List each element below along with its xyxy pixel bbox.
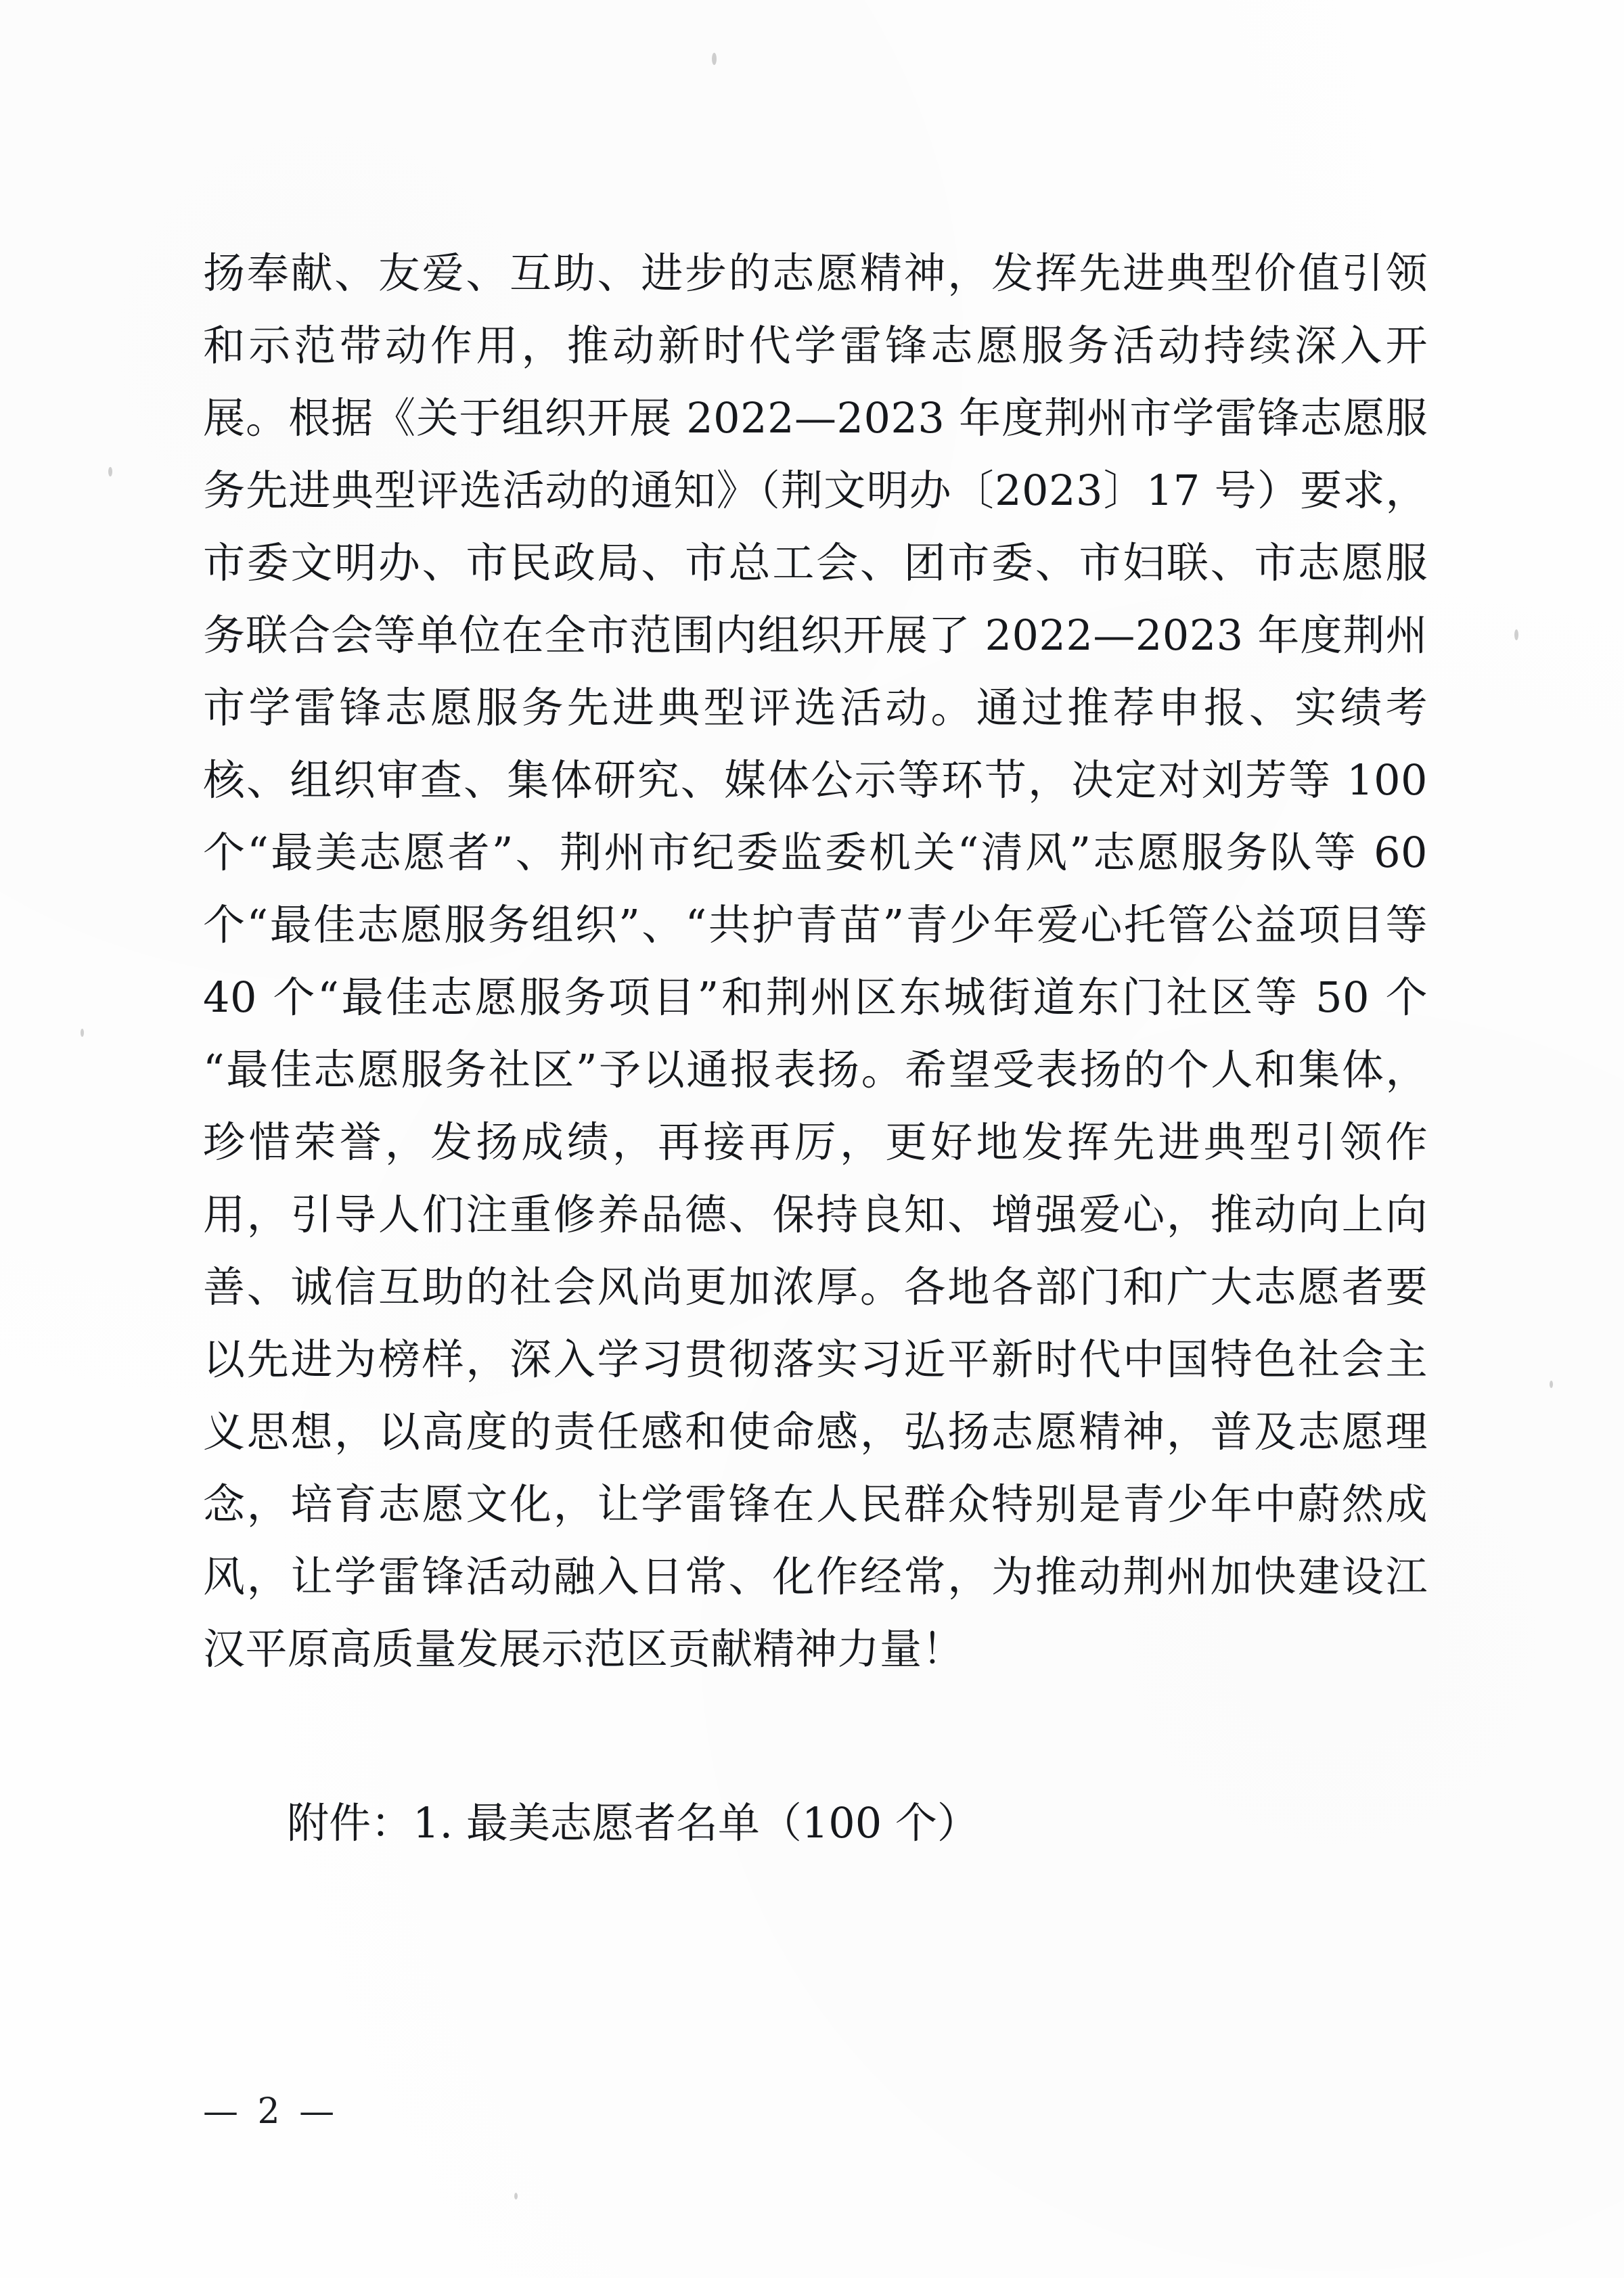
body-paragraph: 扬奉献、友爱、互助、进步的志愿精神，发挥先进典型价值引领和示范带动作用，推动新时代学雷锋志愿服务活动持续深入开展。根据《关于组织开展 2022—2023 年度荆州市学雷锋志愿服务先进典型评选活动的通知》（荆文明办〔2023〕17 号）要求，市委文明办、市民政局、市总工会、团市委、市妇联、市志愿服务联合会等单位在全市范围内组织开展了 2022—2023 年度荆州市学雷锋志愿服务先进典型评选活动。通过推荐申报、实绩考核、组织审查、集体研究、媒体公示等环节，决定对刘芳等 100 个“最美志愿者”、荆州市纪委监委机关“清风”志愿服务队等 60 个“最佳志愿服务组织”、“共护青苗”青少年爱心托管公益项目等 40 个“最佳志愿服务项目”和荆州区东城街道东门社区等 50 个“最佳志愿服务社区”予以通报表扬。希望受表扬的个人和集体，珍惜荣誉，发扬成绩，再接再厉，更好地发挥先进典型引领作用，引导人们注重修养品德、保持良知、增强爱心，推动向上向善、诚信互助的社会风尚更加浓厚。各地各部门和广大志愿者要以先进为榜样，深入学习贯彻落实习近平新时代中国特色社会主义思想，以高度的责任感和使命感，弘扬志愿精神，普及志愿理念，培育志愿文化，让学雷锋在人民群众特别是青少年中蔚然成风，让学雷锋活动融入日常、化作经常，为推动荆州加快建设江汉平原高质量发展示范区贡献精神力量！ <box>203 248 1428 1674</box>
scan-speck <box>81 1029 84 1037</box>
scan-speck <box>712 53 717 65</box>
attachment-line: 附件：1. 最美志愿者名单（100 个） <box>287 1798 979 1848</box>
scan-speck <box>1550 1381 1553 1388</box>
scan-speck <box>108 467 112 476</box>
page-number: — 2 — <box>203 2091 339 2132</box>
document-content <box>203 237 1428 1859</box>
scan-speck <box>514 2193 518 2199</box>
scan-speck <box>1514 629 1518 640</box>
body-paragraph-block <box>203 237 1428 1685</box>
